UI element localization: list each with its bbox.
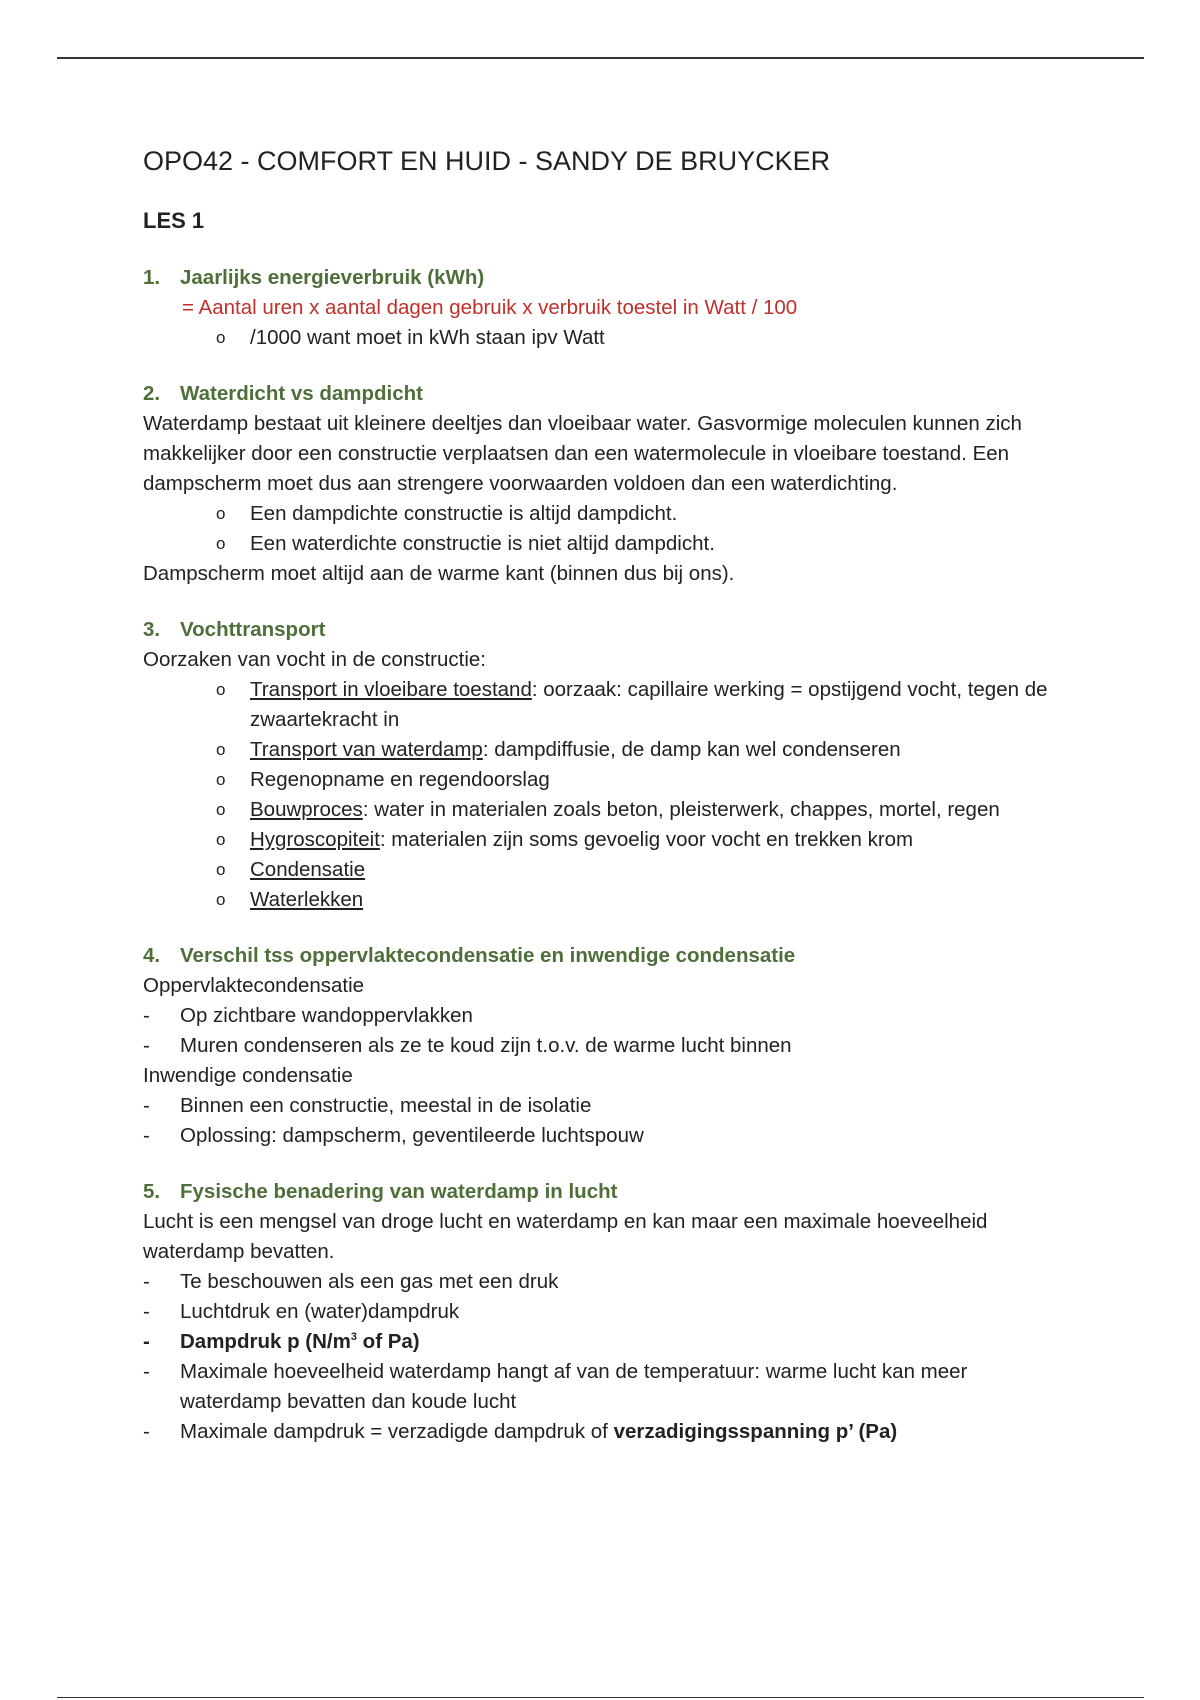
bullet-item: o Een waterdichte constructie is niet altijd dampdicht. [143, 529, 1063, 559]
bullet-item: o Bouwproces: water in materialen zoals beton, pleisterwerk, chappes, mortel, regen [143, 795, 1063, 825]
dash-item: - Oplossing: dampscherm, geventileerde luchtspouw [143, 1121, 1063, 1151]
term: Hygroscopiteit [250, 828, 380, 851]
section-number: 3. [143, 618, 161, 641]
paragraph: Dampscherm moet altijd aan de warme kant (binnen dus bij ons). [143, 562, 735, 585]
term: Transport van waterdamp [250, 738, 483, 761]
bullet-item: o Een dampdichte constructie is altijd dampdicht. [143, 499, 1063, 529]
bullet-item: o Hygroscopiteit: materialen zijn soms gevoelig voor vocht en trekken krom [143, 825, 1063, 855]
circle-bullet-icon: o [216, 534, 226, 553]
circle-bullet-icon: o [216, 800, 226, 819]
circle-bullet-icon: o [216, 328, 226, 347]
document-page [143, 143, 1063, 1447]
section-number: 1. [143, 266, 161, 289]
dash-bullet-icon: - [143, 1300, 150, 1323]
dash-bullet-icon: - [143, 1094, 150, 1117]
dash-bullet-icon: - [143, 1004, 150, 1027]
section-title: Fysische benadering van waterdamp in lucht [180, 1180, 618, 1203]
paragraph: Oorzaken van vocht in de constructie: [143, 648, 486, 671]
bullet-item: o Transport van waterdamp: dampdiffusie, de damp kan wel condenseren [143, 735, 1063, 765]
section-5 [143, 1177, 1063, 1447]
circle-bullet-icon: o [216, 860, 226, 879]
circle-bullet-icon: o [216, 740, 226, 759]
term: Waterlekken [250, 888, 364, 911]
header-rule [57, 57, 1144, 59]
bullet-item: o /1000 want moet in kWh staan ipv Watt [143, 323, 1063, 353]
term: Condensatie [250, 858, 366, 881]
bullet-item [143, 885, 1063, 915]
circle-bullet-icon: o [216, 680, 226, 699]
section-title: Jaarlijks energieverbruik (kWh) [180, 266, 485, 289]
section-1 [143, 263, 1063, 353]
section-2-heading [143, 379, 1063, 409]
dash-bullet-icon: - [143, 1360, 150, 1383]
dash-bullet-icon: - [143, 1420, 150, 1443]
section-1-heading [143, 263, 1063, 293]
circle-bullet-icon: o [216, 770, 226, 789]
section-3 [143, 615, 1063, 915]
circle-bullet-icon: o [216, 830, 226, 849]
footer-rule [57, 1697, 1144, 1698]
section-title: Verschil tss oppervlaktecondensatie en inwendige condensatie [180, 944, 796, 967]
dash-item: - Luchtdruk en (water)dampdruk [143, 1297, 1063, 1327]
paragraph: Lucht is een mengsel van droge lucht en waterdamp en kan maar een maximale hoeveelheid waterdamp bevatten. [143, 1210, 988, 1263]
dash-item: - Maximale dampdruk = verzadigde dampdruk of verzadigingsspanning p’ (Pa) [143, 1417, 1063, 1447]
section-number: 2. [143, 382, 161, 405]
dash-bullet-icon: - [143, 1124, 150, 1147]
section-number: 5. [143, 1180, 161, 1203]
section-4 [143, 941, 1063, 1151]
document-title: OPO42 - COMFORT EN HUID - SANDY DE BRUYCKER [143, 146, 831, 176]
section-4-heading [143, 941, 1063, 971]
dash-item: - Maximale hoeveelheid waterdamp hangt af van de temperatuur: warme lucht kan meer waterdamp bevatten dan koude lucht [143, 1357, 1063, 1417]
paragraph: Waterdamp bestaat uit kleinere deeltjes dan vloeibaar water. Gasvormige moleculen kunnen zich makkelijker door een constructie verplaatsen dan een watermolecule in vloeibare toestand. Een dampscherm moet dus aan strengere voorwaarden voldoen dan een waterdichting. [143, 412, 1022, 495]
bullet-item [143, 855, 1063, 885]
section-3-heading [143, 615, 1063, 645]
section-title: Vochttransport [180, 618, 326, 641]
energy-formula: = Aantal uren x aantal dagen gebruik x verbruik toestel in Watt / 100 [182, 296, 798, 319]
dash-item: - Op zichtbare wandoppervlakken [143, 1001, 1063, 1031]
dash-item: - Binnen een constructie, meestal in de isolatie [143, 1091, 1063, 1121]
section-2 [143, 379, 1063, 589]
bullet-item: o Regenopname en regendoorslag [143, 765, 1063, 795]
section-title: Waterdicht vs dampdicht [180, 382, 423, 405]
dash-item: - Te beschouwen als een gas met een druk [143, 1267, 1063, 1297]
dash-item: - Dampdruk p ($N/m^3$ of Pa) [143, 1327, 1063, 1357]
circle-bullet-icon: o [216, 890, 226, 909]
bullet-item: o Transport in vloeibare toestand: oorzaak: capillaire werking = opstijgend vocht, tegen de zwaartekracht in [143, 675, 1063, 735]
dash-item: - Muren condenseren als ze te koud zijn t.o.v. de warme lucht binnen [143, 1031, 1063, 1061]
dash-bullet-icon: - [143, 1034, 150, 1057]
dash-bullet-icon: - [143, 1270, 150, 1293]
section-number: 4. [143, 944, 161, 967]
subheading: Oppervlaktecondensatie [143, 974, 365, 997]
section-5-heading [143, 1177, 1063, 1207]
subheading: Inwendige condensatie [143, 1064, 353, 1087]
term: Transport in vloeibare toestand [250, 678, 532, 701]
lesson-heading: LES 1 [143, 208, 205, 233]
dash-bullet-icon: - [143, 1330, 150, 1353]
term: Bouwproces [250, 798, 363, 821]
circle-bullet-icon: o [216, 504, 226, 523]
